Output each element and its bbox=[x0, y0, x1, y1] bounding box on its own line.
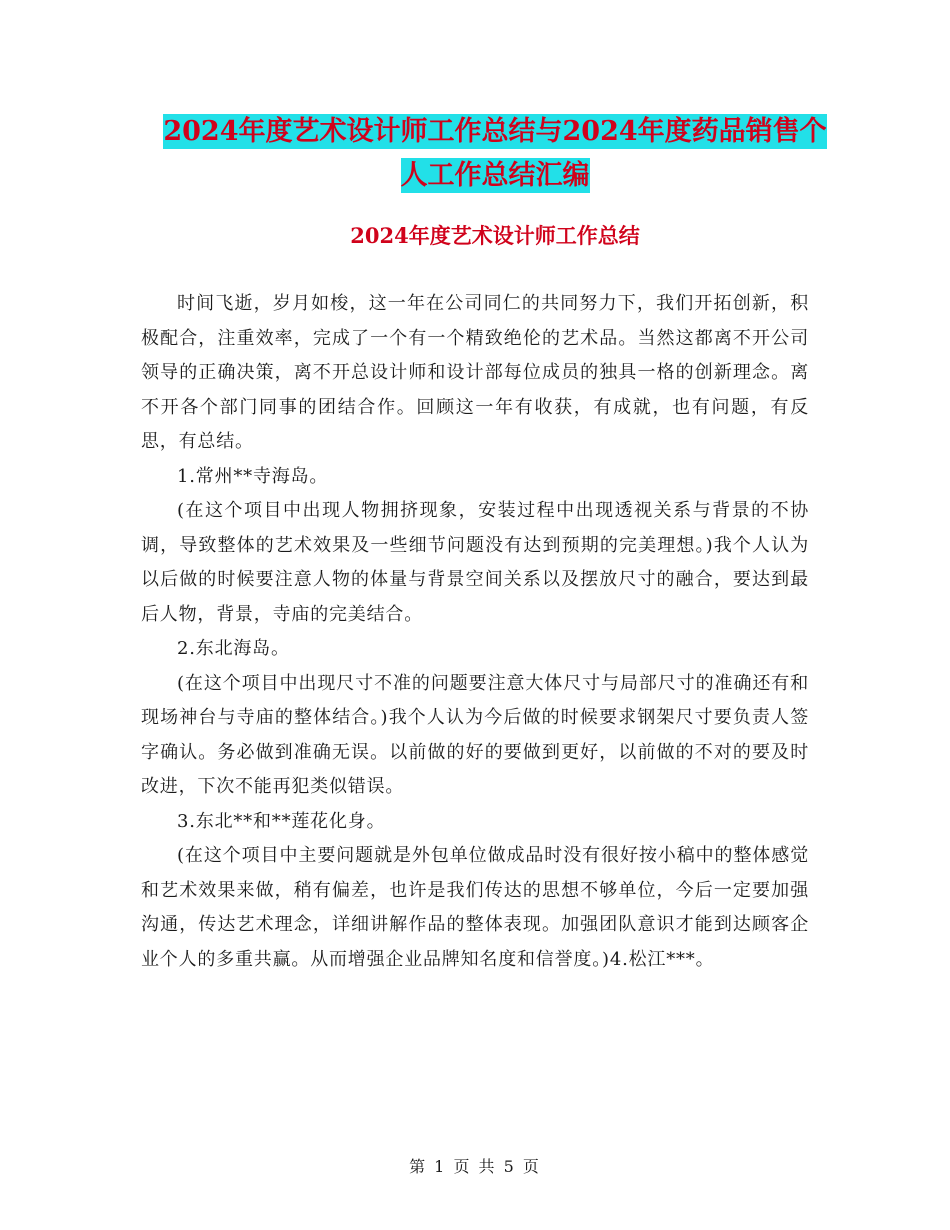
paragraph-item-heading: 3.东北**和**莲花化身。 bbox=[177, 810, 386, 832]
paragraph-item-heading: 2.东北海岛。 bbox=[177, 638, 290, 659]
document-title bbox=[140, 110, 850, 198]
paragraph: (在这个项目中主要问题就是外包单位做成品时没有很好按小稿中的整体感觉和艺术效果来做，稍有偏差，也许是我们传达的思想不够单位，今后一定要加强沟通，传达艺术理念，详细讲解作品的整体表现。加强团队意识才能到达顾客企业个人的多重共赢。从而增强企业品牌知名度和信誉度。)4.松江***。 bbox=[141, 845, 809, 970]
page-number-footer: 第 1 页 共 5 页 bbox=[409, 1157, 541, 1176]
paragraph-intro: 时间飞逝，岁月如梭，这一年在公司同仁的共同努力下，我们开拓创新，积极配合，注重效率，完成了一个有一个精致绝伦的艺术品。当然这都离不开公司领导的正确决策，离不开总设计师和设计部每位成员的独具一格的创新理念。离不开各个部门同事的团结合作。回顾这一年有收获，有成就，也有问题，有反思，有总结。 bbox=[141, 293, 809, 452]
paragraph-item-heading: 1.常州**寺海岛。 bbox=[177, 465, 329, 487]
paragraph: (在这个项目中出现人物拥挤现象，安装过程中出现透视关系与背景的不协调，导致整体的艺术效果及一些细节问题没有达到预期的完美理想。)我个人认为以后做的时候要注意人物的体量与背景空间关系以及摆放尺寸的融合，要达到最后人物，背景，寺庙的完美结合。 bbox=[141, 500, 809, 625]
section-title: 2024年度艺术设计师工作总结 bbox=[350, 223, 640, 248]
document-title-line-1: 2024年度艺术设计师工作总结与2024年度药品销售个 bbox=[163, 116, 827, 147]
paragraph: (在这个项目中出现尺寸不准的问题要注意大体尺寸与局部尺寸的准确还有和现场神台与寺庙的整体结合。)我个人认为今后做的时候要求钢架尺寸要负责人签字确认。务必做到准确无误。以前做的好的要做到更好，以前做的不对的要及时改进，下次不能再犯类似错误。 bbox=[141, 672, 809, 797]
document-body bbox=[141, 287, 809, 977]
document-title-line-2: 人工作总结汇编 bbox=[400, 160, 590, 191]
